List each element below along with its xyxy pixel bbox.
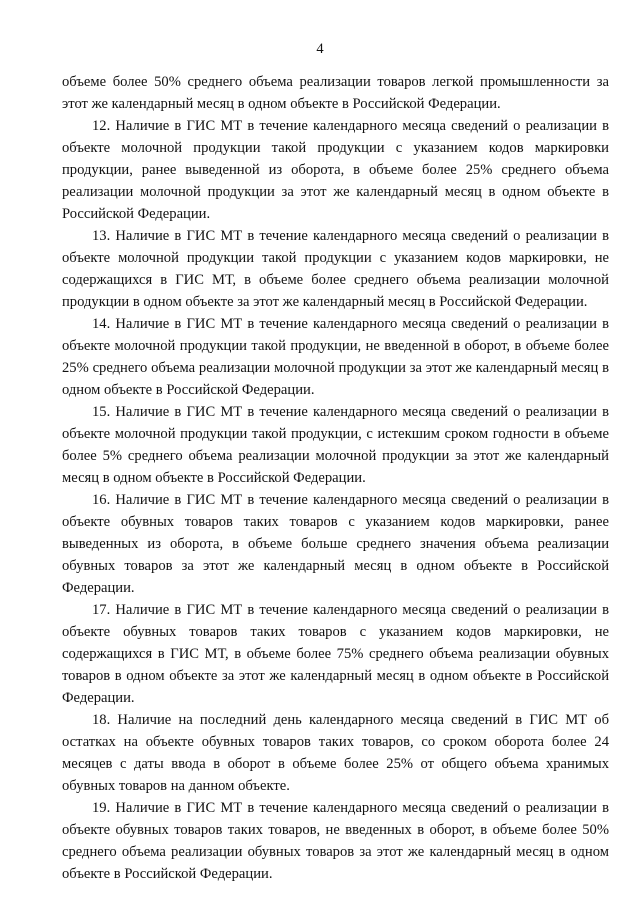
paragraph-item-17: 17. Наличие в ГИС МТ в течение календарного месяца сведений о реализации в объекте обувных товаров таких товаров с указанием кодов маркировки, не содержащихся в ГИС МТ, в объеме более 75% среднего объема реализации обувных товаров в одном объекте за этот же календарный месяц в одном объекте в Российской Федерации.	[62, 602, 609, 706]
paragraph-item-12: 12. Наличие в ГИС МТ в течение календарного месяца сведений о реализации в объекте молочной продукции такой продукции с указанием кодов маркировки продукции, ранее выведенной из оборота, в объеме более 25% среднего объема реализации молочной продукции за этот же календарный месяц в одном объекте в Российской Федерации.	[62, 118, 609, 222]
page-number: 4	[316, 41, 324, 57]
paragraph-item-14: 14. Наличие в ГИС МТ в течение календарного месяца сведений о реализации в объекте молочной продукции такой продукции, не введенной в оборот, в объеме более 25% среднего объема реализации молочной продукции за этот же календарный месяц в одном объекте в Российской Федерации.	[62, 316, 609, 398]
paragraph-item-15: 15. Наличие в ГИС МТ в течение календарного месяца сведений о реализации в объекте молочной продукции такой продукции, с истекшим сроком годности в объеме более 5% среднего объема реализации молочной продукции за этот же календарный месяц в одном объекте в Российской Федерации.	[62, 404, 609, 486]
paragraph-item-18: 18. Наличие на последний день календарного месяца сведений в ГИС МТ об остатках на объекте обувных товаров таких товаров, со сроком оборота более 24 месяцев с даты ввода в оборот в объеме более 25% от общего объема хранимых обувных товаров на данном объекте.	[62, 712, 609, 794]
paragraph-item-13: 13. Наличие в ГИС МТ в течение календарного месяца сведений о реализации в объекте молочной продукции такой продукции с указанием кодов маркировки, не содержащихся в ГИС МТ, в объеме более среднего объема реализации молочной продукции в одном объекте за этот же календарный месяц в Российской Федерации.	[62, 228, 609, 310]
paragraph-item-19: 19. Наличие в ГИС МТ в течение календарного месяца сведений о реализации в объекте обувных товаров таких товаров, не введенных в оборот, в объеме более 50% среднего объема реализации обувных товаров за этот же календарный месяц в одном объекте в Российской Федерации.	[62, 800, 609, 882]
document-body	[62, 71, 609, 885]
paragraph-item-16: 16. Наличие в ГИС МТ в течение календарного месяца сведений о реализации в объекте обувных товаров таких товаров с указанием кодов маркировки, ранее выведенных из оборота, в объеме больше среднего значения объема реализации обувных товаров за этот же календарный месяц в одном объекте в Российской Федерации.	[62, 492, 609, 596]
paragraph-continuation: объеме более 50% среднего объема реализации товаров легкой промышленности за этот же календарный месяц в одном объекте в Российской Федерации.	[62, 74, 609, 112]
